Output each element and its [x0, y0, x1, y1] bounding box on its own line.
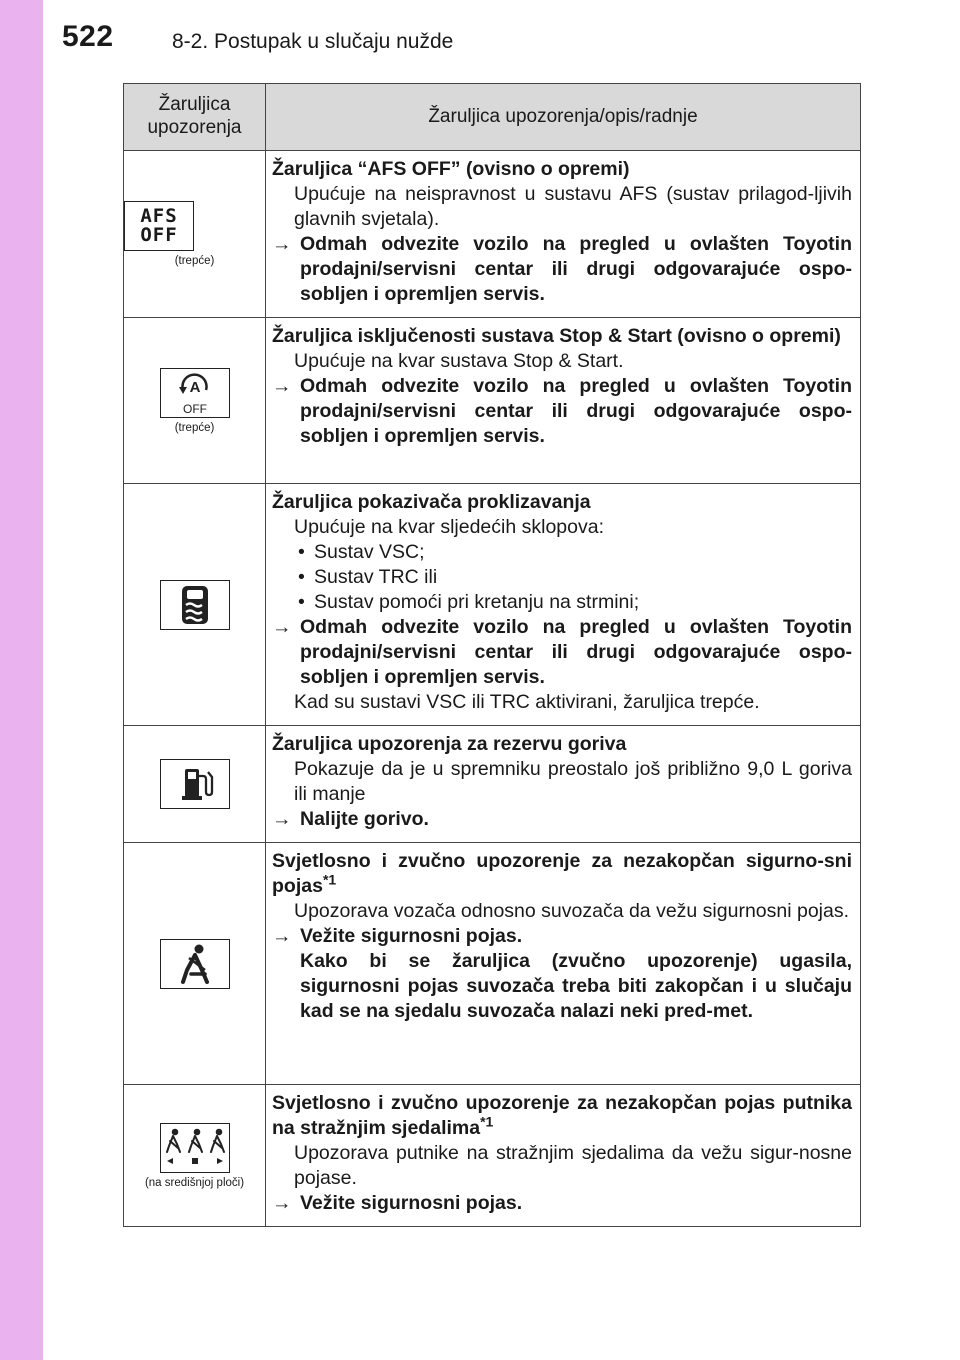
icon-caption: (na središnjoj ploči)	[144, 1176, 245, 1189]
table-row	[124, 151, 861, 318]
icon-cell	[124, 151, 266, 318]
section-title: 8-2. Postupak u slučaju nužde	[172, 30, 454, 53]
warning-title: Žaruljica isključenosti sustava Stop & Start (ovisno o opremi)	[272, 325, 841, 347]
svg-text:A: A	[189, 378, 200, 396]
description-cell	[266, 151, 861, 318]
arrow-icon: →	[272, 616, 292, 638]
description-cell	[266, 318, 861, 484]
icon-cell	[124, 318, 266, 484]
warning-action: → Odmah odvezite vozilo na pregled u ovlašten Toyotin prodajni/servisni centar ili drugi odgovarajuće ospo-sobljen i opremljen servis.	[272, 375, 852, 447]
warning-description: Upućuje na kvar sljedećih sklopova:	[294, 516, 605, 538]
warning-title: Žaruljica upozorenja za rezervu goriva	[272, 733, 627, 755]
warning-action: → Nalijte gorivo.	[272, 808, 429, 830]
description-cell	[266, 484, 861, 726]
description-cell	[266, 843, 861, 1085]
table-row	[124, 843, 861, 1085]
warning-description: Pokazuje da je u spremniku preostalo još približno 9,0 L goriva ili manje	[294, 758, 852, 805]
table-header-row	[124, 84, 861, 151]
warning-description: Upozorava putnike na stražnjim sjedalima da vežu sigur-nosne pojase.	[294, 1142, 852, 1189]
list-item: • Sustav pomoći pri kretanju na strmini;	[298, 591, 640, 613]
description-cell	[266, 726, 861, 843]
icon-cell	[124, 484, 266, 726]
column-header-light: Žaruljica upozorenja	[124, 84, 266, 151]
icon-caption: (trepće)	[174, 255, 215, 267]
seatbelt-icon	[160, 939, 230, 989]
warning-title: Svjetlosno i zvučno upozorenje za nezakopčan pojas putnika na stražnjim sjedalima$^{*1}$	[272, 1092, 852, 1139]
arrow-icon: →	[272, 1192, 292, 1214]
warning-action: → Vežite sigurnosni pojas.	[272, 1192, 523, 1214]
arrow-icon: →	[272, 233, 292, 255]
page-number: 522	[62, 20, 114, 53]
rear-seatbelt-panel-icon	[160, 1123, 230, 1173]
table-row	[124, 726, 861, 843]
fuel-pump-icon	[160, 759, 230, 809]
afs-off-icon: AFS OFF	[124, 201, 194, 251]
list-item: • Sustav VSC;	[298, 541, 425, 563]
icon-cell	[124, 726, 266, 843]
description-cell	[266, 1085, 861, 1227]
warning-note: Kad su sustavi VSC ili TRC aktivirani, žaruljica trepće.	[294, 691, 760, 713]
arrow-icon: →	[272, 925, 292, 947]
warning-action: → Odmah odvezite vozilo na pregled u ovlašten Toyotin prodajni/servisni centar ili drugi odgovarajuće ospo-sobljen i opremljen servis.	[272, 233, 852, 305]
table-row	[124, 1085, 861, 1227]
icon-caption: (trepće)	[174, 421, 215, 434]
icon-cell	[124, 843, 266, 1085]
warning-action: → Vežite sigurnosni pojas.	[272, 925, 523, 947]
warning-title: Svjetlosno i zvučno upozorenje za nezakopčan sigurno-sni pojas$^{*1}$	[272, 850, 852, 897]
warning-action: → Odmah odvezite vozilo na pregled u ovlašten Toyotin prodajni/servisni centar ili drugi odgovarajuće ospo-sobljen i opremljen servis.	[272, 616, 852, 688]
stop-start-off-icon	[160, 368, 230, 418]
arrow-icon: →	[272, 808, 292, 830]
list-item: • Sustav TRC ili	[298, 566, 438, 588]
warning-title: Žaruljica pokazivača proklizavanja	[272, 491, 591, 513]
icon-cell	[124, 1085, 266, 1227]
warning-description: Upućuje na neispravnost u sustavu AFS (sustav prilagod-ljivih glavnih svjetala).	[294, 183, 852, 230]
warning-action-note: Kako bi se žaruljica (zvučno upozorenje) ugasila, sigurnosni pojas suvozača treba biti zakopčan i u slučaju kad se na sjedalu suvozača nalazi neki pred-met.	[300, 950, 852, 1022]
footnote-ref: *1	[480, 1113, 494, 1130]
table-row	[124, 318, 861, 484]
svg-text:OFF: OFF	[182, 401, 207, 416]
warning-description: Upućuje na kvar sustava Stop & Start.	[294, 350, 624, 372]
warning-lights-table	[123, 83, 861, 1227]
column-header-description: Žaruljica upozorenja/opis/radnje	[266, 84, 861, 151]
arrow-icon: →	[272, 375, 292, 397]
table-row	[124, 484, 861, 726]
warning-description: Upozorava vozača odnosno suvozača da vežu sigurnosni pojas.	[294, 900, 850, 922]
chapter-side-tab	[0, 0, 43, 1360]
slip-indicator-icon	[160, 580, 230, 630]
warning-title: Žaruljica “AFS OFF” (ovisno o opremi)	[272, 158, 630, 180]
footnote-ref: *1	[322, 871, 337, 888]
